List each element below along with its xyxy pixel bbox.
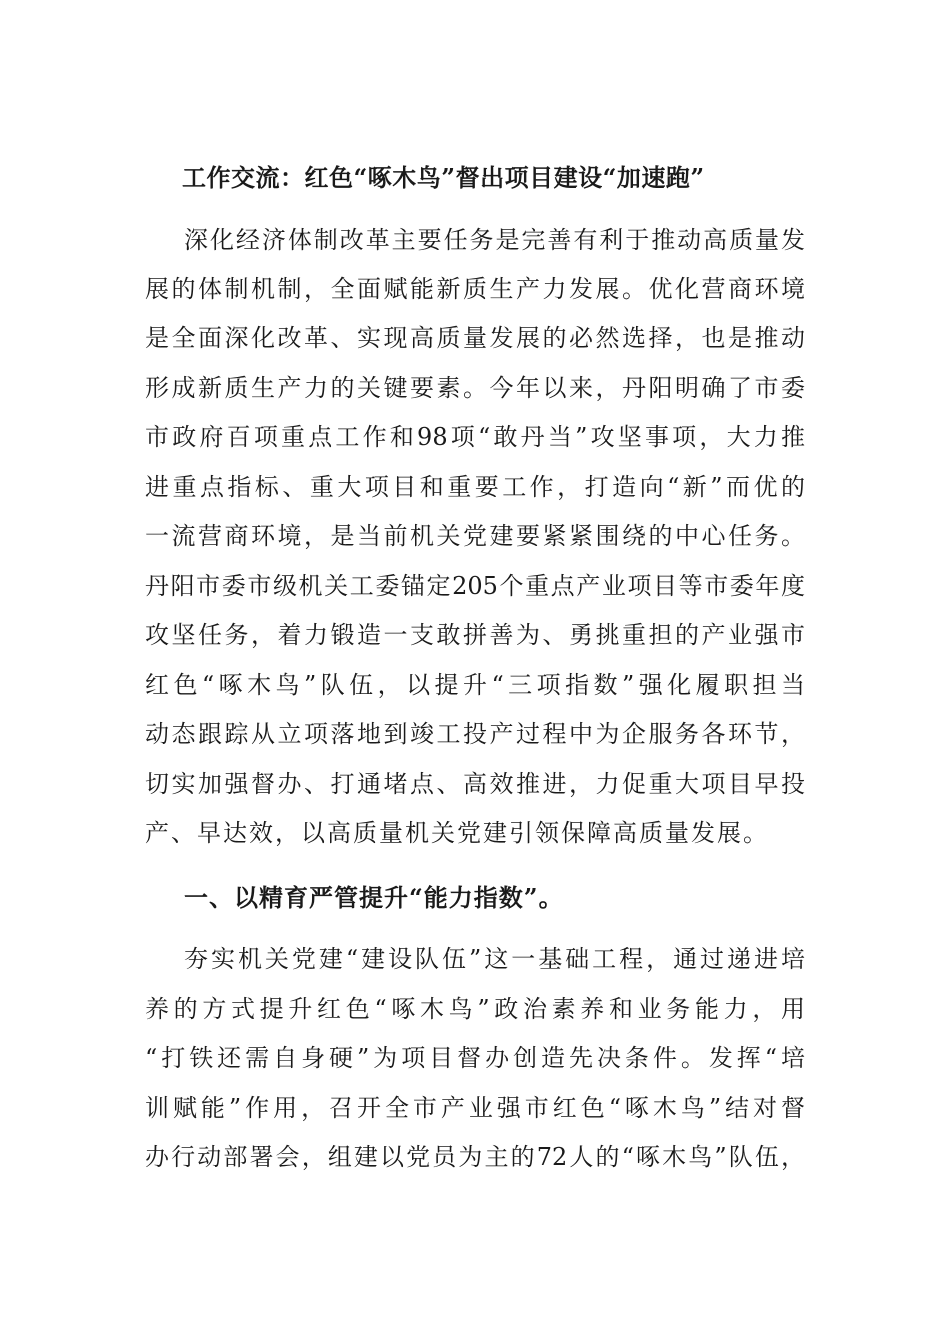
paragraph-line: 一流营商环境，是当前机关党建要紧紧围绕的中心任务。 xyxy=(145,522,805,550)
paragraph-line: 形成新质生产力的关键要素。今年以来，丹阳明确了市委 xyxy=(145,374,805,402)
paragraph-line: 市政府百项重点工作和98项“敢丹当”攻坚事项，大力推 xyxy=(145,423,805,451)
paragraph-line: 是全面深化改革、实现高质量发展的必然选择，也是推动 xyxy=(145,324,805,352)
paragraph-line: 动态跟踪从立项落地到竣工投产过程中为企服务各环节， xyxy=(145,720,805,748)
paragraph-line: 养的方式提升红色“啄木鸟”政治素养和业务能力，用 xyxy=(145,995,805,1023)
document-title: 工作交流：红色“啄木鸟”督出项目建设“加速跑” xyxy=(182,163,705,192)
paragraph-line: 攻坚任务，着力锻造一支敢拼善为、勇挑重担的产业强市 xyxy=(145,621,805,649)
paragraph-line: “打铁还需自身硬”为项目督办创造先决条件。发挥“培 xyxy=(145,1044,805,1072)
paragraph-line: 产、早达效，以高质量机关党建引领保障高质量发展。 xyxy=(145,819,769,847)
paragraph-line: 夯实机关党建“建设队伍”这一基础工程，通过递进培 xyxy=(184,945,805,973)
paragraph-line: 办行动部署会，组建以党员为主的72人的“啄木鸟”队伍， xyxy=(145,1143,805,1171)
paragraph-line: 深化经济体制改革主要任务是完善有利于推动高质量发 xyxy=(184,226,805,254)
paragraph-line: 进重点指标、重大项目和重要工作，打造向“新”而优的 xyxy=(145,473,805,501)
paragraph-line: 训赋能”作用，召开全市产业强市红色“啄木鸟”结对督 xyxy=(145,1094,805,1122)
section-heading: 一、以精育严管提升“能力指数”。 xyxy=(184,883,564,912)
paragraph-line: 展的体制机制，全面赋能新质生产力发展。优化营商环境 xyxy=(145,275,805,303)
paragraph-line: 丹阳市委市级机关工委锚定205个重点产业项目等市委年度 xyxy=(145,572,805,600)
paragraph-line: 切实加强督办、打通堵点、高效推进，力促重大项目早投 xyxy=(145,770,805,798)
paragraph-line: 红色“啄木鸟”队伍，以提升“三项指数”强化履职担当 xyxy=(145,671,805,699)
